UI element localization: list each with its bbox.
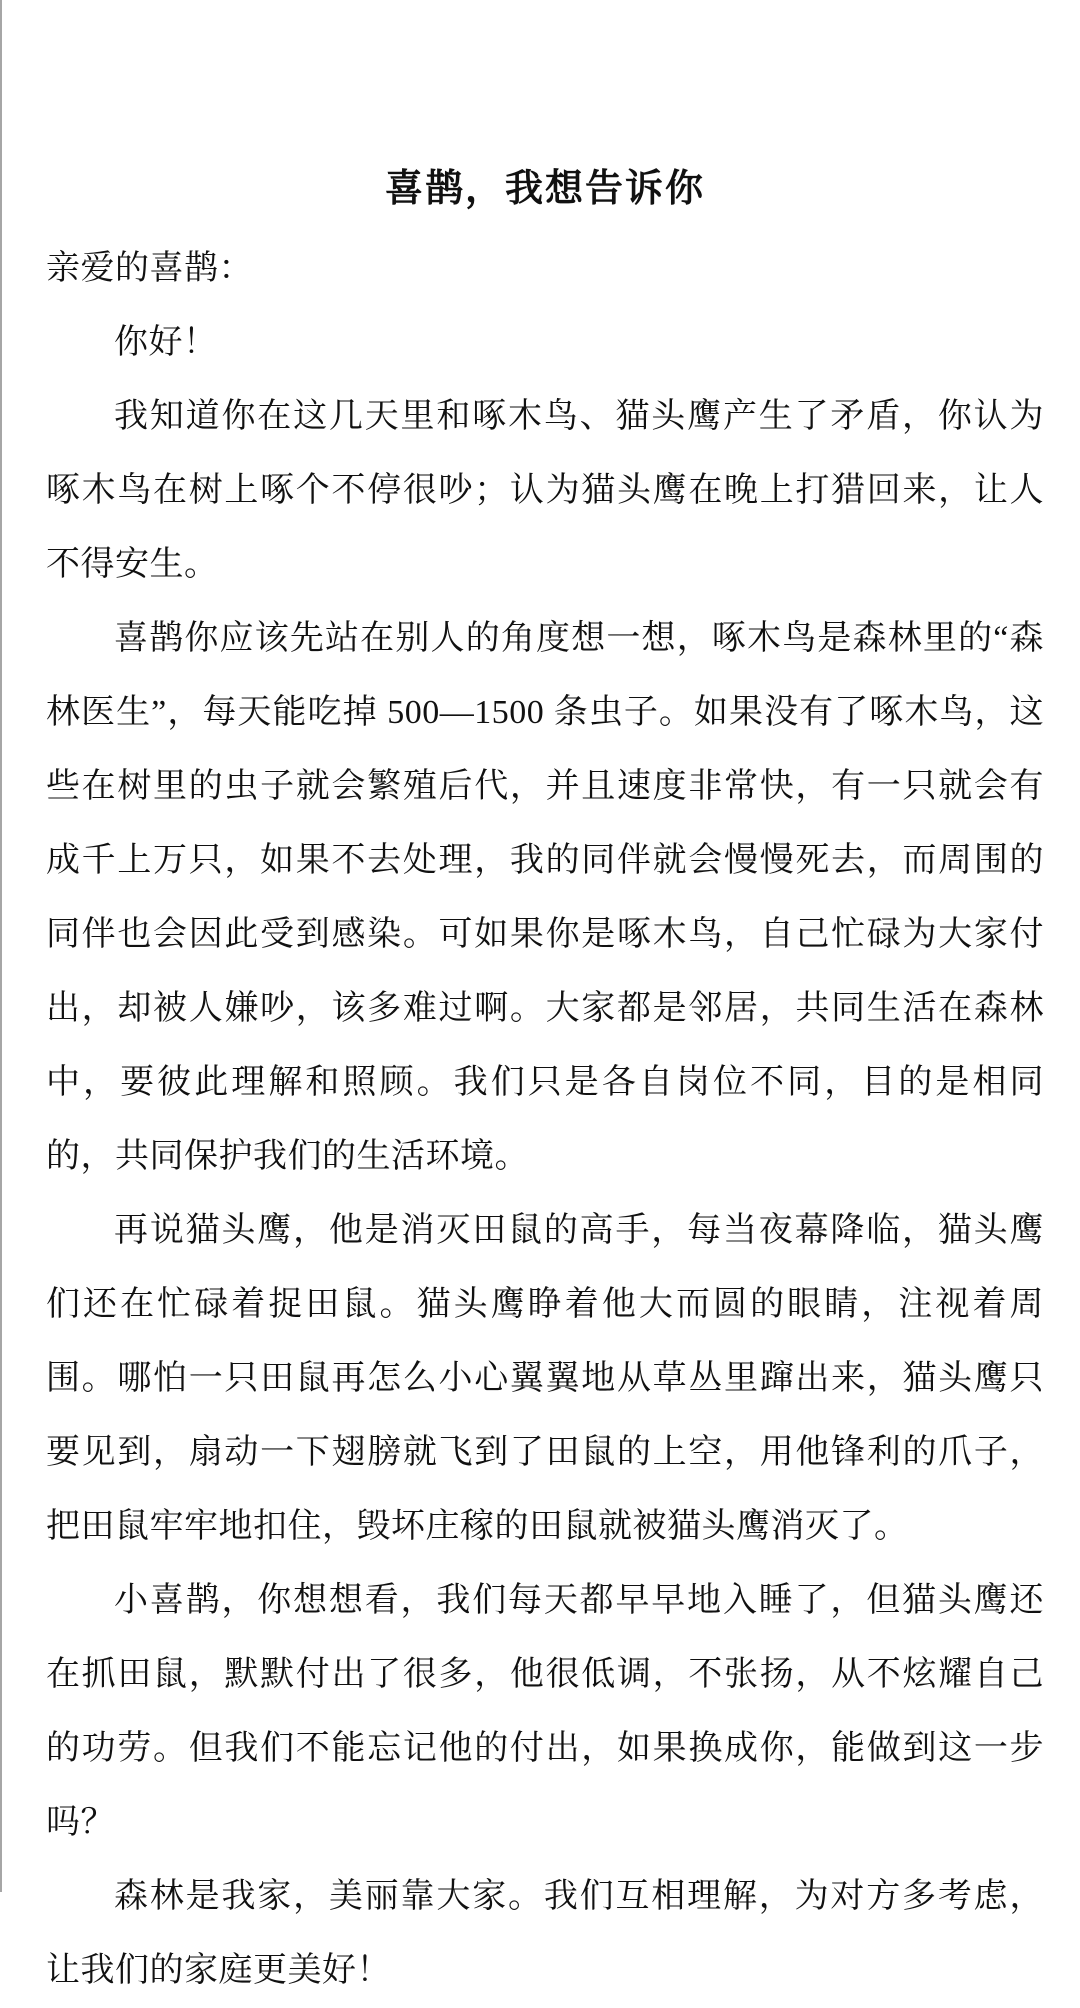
document-title: 喜鹊，我想告诉你: [384, 168, 705, 210]
document-body: [46, 232, 1044, 2008]
paragraph: 我知道你在这几天里和啄木鸟、猫头鹰产生了矛盾，你认为啄木鸟在树上啄个不停很吵；认为猫头鹰在晚上打猎回来，让人不得安生。: [46, 398, 1044, 583]
salutation-line: 亲爱的喜鹊：: [46, 250, 253, 287]
paragraph: 喜鹊你应该先站在别人的角度想一想，啄木鸟是森林里的“森林医生”，每天能吃掉 500—1500 条虫子。如果没有了啄木鸟，这些在树里的虫子就会繁殖后代，并且速度非常快，有一只就会有成千上万只，如果不去处理，我的同伴就会慢慢死去，而周围的同伴也会因此受到感染。可如果你是啄木鸟，自己忙碌为大家付出，却被人嫌吵，该多难过啊。大家都是邻居，共同生活在森林中，要彼此理解和照顾。我们只是各自岗位不同，目的是相同的，共同保护我们的生活环境。: [46, 620, 1044, 1175]
paragraph: 再说猫头鹰，他是消灭田鼠的高手，每当夜幕降临，猫头鹰们还在忙碌着捉田鼠。猫头鹰睁着他大而圆的眼睛，注视着周围。哪怕一只田鼠再怎么小心翼翼地从草丛里蹿出来，猫头鹰只要见到，扇动一下翅膀就飞到了田鼠的上空，用他锋利的爪子，把田鼠牢牢地扣住，毁坏庄稼的田鼠就被猫头鹰消灭了。: [46, 1212, 1044, 1545]
paragraph: 你好！: [114, 324, 218, 361]
paragraph: 小喜鹊，你想想看，我们每天都早早地入睡了，但猫头鹰还在抓田鼠，默默付出了很多，他很低调，不张扬，从不炫耀自己的功劳。但我们不能忘记他的付出，如果换成你，能做到这一步吗？: [46, 1582, 1044, 1841]
paragraph: 森林是我家，美丽靠大家。我们互相理解，为对方多考虑，让我们的家庭更美好！: [46, 1878, 1044, 1989]
